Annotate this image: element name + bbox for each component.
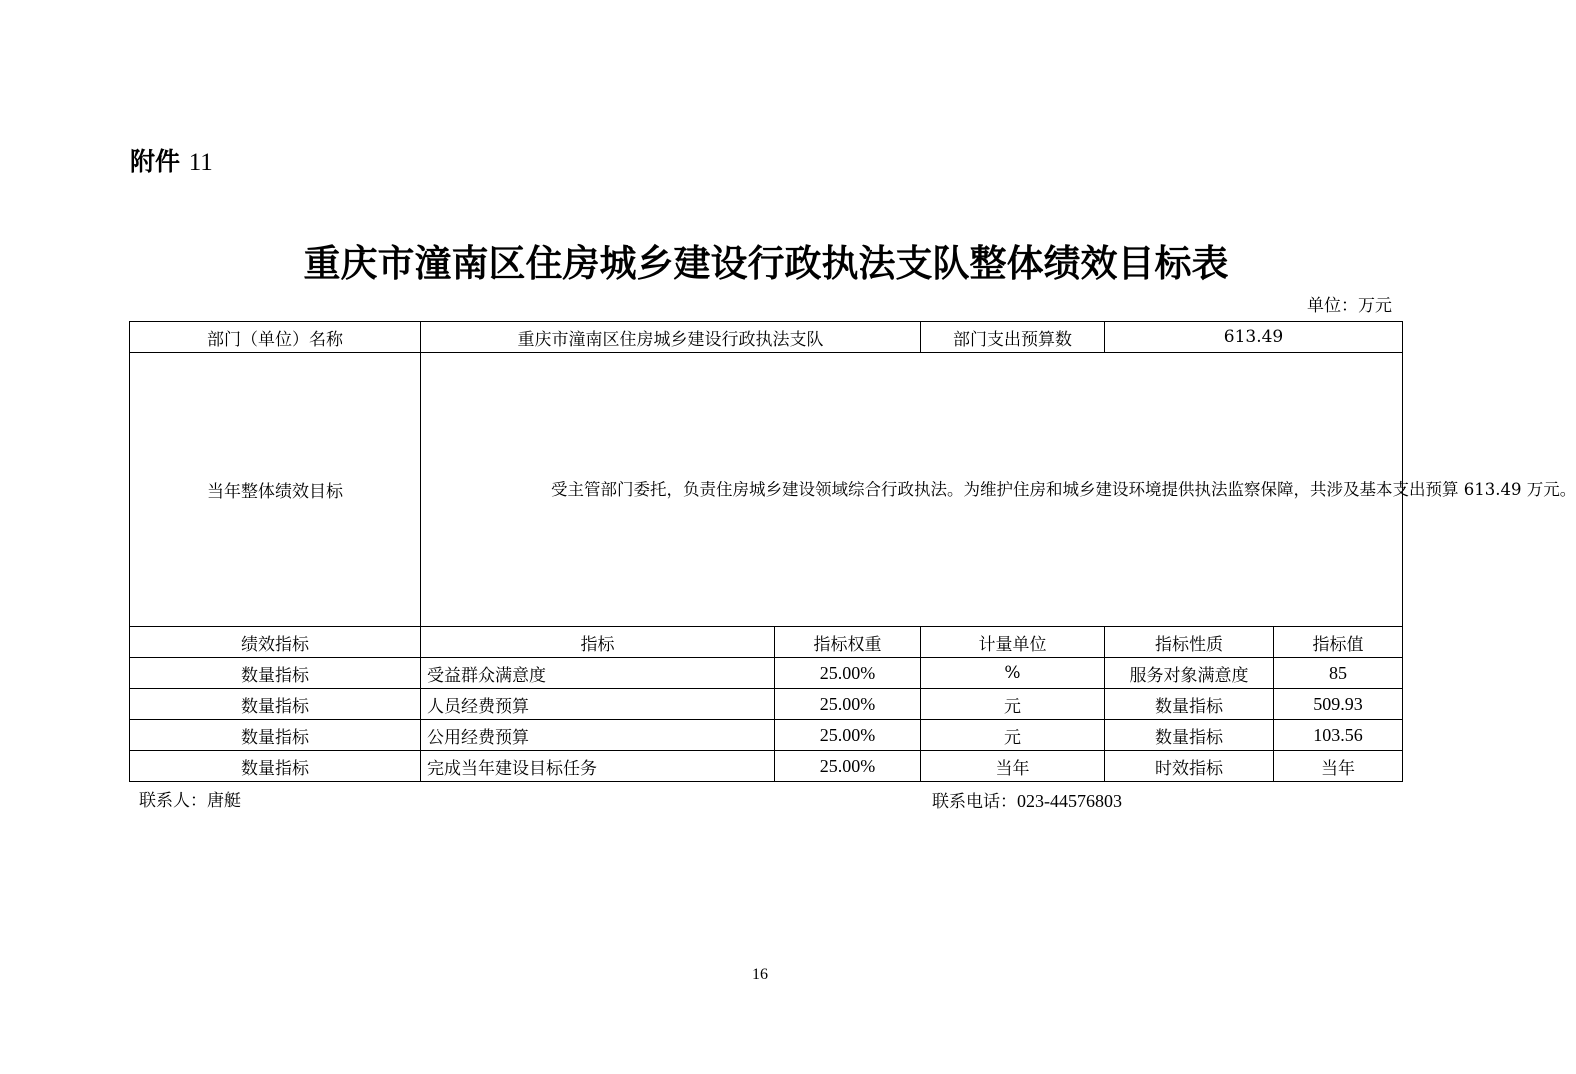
unit-label: 单位：万元 [1307, 296, 1392, 316]
indicator-category: 数量指标 [130, 689, 421, 720]
indicator-weight: 25.00% [775, 751, 921, 782]
budget-value: 613.49 [1105, 322, 1403, 353]
phone-label: 联系电话： [932, 792, 1017, 812]
performance-target-table [129, 321, 1576, 782]
goal-text: 受主管部门委托，负责住房城乡建设领域综合行政执法。为维护住房和城乡建设环境提供执法监察保障，共涉及基本支出预算 613.49 万元。 [421, 353, 1403, 627]
indicator-nature: 数量指标 [1105, 720, 1274, 751]
indicator-category: 数量指标 [130, 720, 421, 751]
indicator-weight: 25.00% [775, 658, 921, 689]
indicator-nature: 时效指标 [1105, 751, 1274, 782]
indicator-unit: 当年 [921, 751, 1105, 782]
phone-number: 023-44576803 [1017, 791, 1122, 811]
contact-label: 联系人： [139, 791, 207, 811]
indicator-weight: 25.00% [775, 689, 921, 720]
indicator-value: 当年 [1274, 751, 1403, 782]
page-number: 16 [752, 966, 768, 983]
indicator-category: 数量指标 [130, 658, 421, 689]
contact-person [139, 790, 241, 812]
indicator-category: 数量指标 [130, 751, 421, 782]
indicator-value: 509.93 [1274, 689, 1403, 720]
indicator-nature: 数量指标 [1105, 689, 1274, 720]
goal-label: 当年整体绩效目标 [130, 353, 421, 627]
column-header: 指标值 [1274, 627, 1403, 658]
table-row [130, 658, 1403, 689]
column-header: 指标性质 [1105, 627, 1274, 658]
indicator-name: 公用经费预算 [421, 720, 775, 751]
table-row [130, 720, 1403, 751]
attachment-number: 11 [188, 149, 213, 176]
indicator-name: 人员经费预算 [421, 689, 775, 720]
indicator-value: 85 [1274, 658, 1403, 689]
table-header-row [130, 627, 1403, 658]
budget-label: 部门支出预算数 [921, 322, 1105, 353]
attachment-text: 附件 [130, 147, 181, 176]
indicator-unit: % [921, 658, 1105, 689]
contact-phone [932, 790, 1122, 813]
document-title: 重庆市潼南区住房城乡建设行政执法支队整体绩效目标表 [303, 241, 1229, 285]
column-header: 指标 [421, 627, 775, 658]
indicator-unit: 元 [921, 720, 1105, 751]
indicator-value: 103.56 [1274, 720, 1403, 751]
dept-name-label: 部门（单位）名称 [130, 322, 421, 353]
column-header: 指标权重 [775, 627, 921, 658]
column-header: 计量单位 [921, 627, 1105, 658]
indicator-name: 完成当年建设目标任务 [421, 751, 775, 782]
table-row [130, 689, 1403, 720]
indicator-unit: 元 [921, 689, 1105, 720]
indicator-name: 受益群众满意度 [421, 658, 775, 689]
dept-name-value: 重庆市潼南区住房城乡建设行政执法支队 [421, 322, 921, 353]
table-row [130, 322, 1403, 353]
attachment-label [130, 146, 213, 179]
contact-name: 唐艇 [207, 791, 241, 811]
indicator-nature: 服务对象满意度 [1105, 658, 1274, 689]
table-row [130, 751, 1403, 782]
column-header: 绩效指标 [130, 627, 421, 658]
table-row [130, 353, 1403, 627]
indicator-weight: 25.00% [775, 720, 921, 751]
